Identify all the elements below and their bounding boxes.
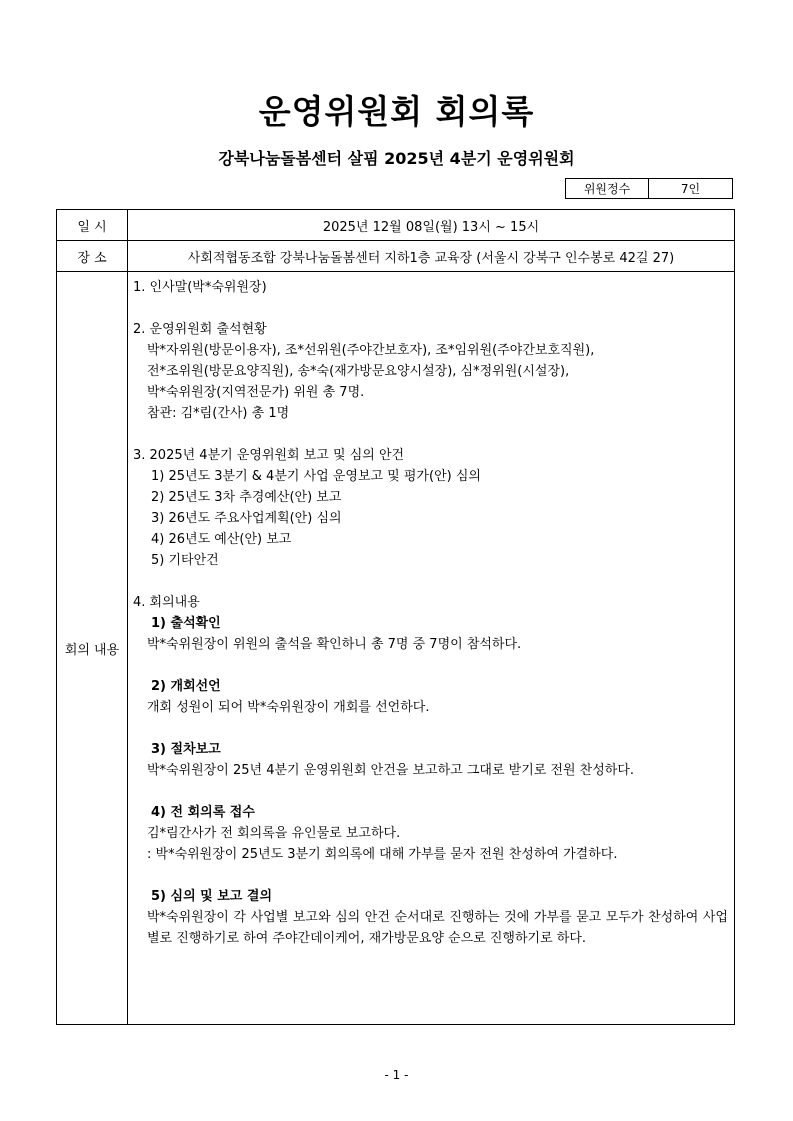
section-agenda: 3. 2025년 4분기 운영위원회 보고 및 심의 안건 <box>133 448 405 463</box>
subsection-text: 개회 성원이 되어 박*숙위원장이 개회를 선언하다. <box>147 700 430 715</box>
subsection-text: 박*숙위원장이 각 사업별 보고와 심의 안건 순서대로 진행하는 것에 가부를 묻고 모두가 찬성하여 사업별로 진행하기로 하여 주야간데이케어, 재가방문요양 순으로 진행하기로 하다. <box>147 910 728 946</box>
agenda-item: 3) 26년도 주요사업계획(안) 심의 <box>151 511 342 526</box>
agenda-item: 2) 25년도 3차 추경예산(안) 보고 <box>151 490 342 505</box>
quorum-table <box>565 178 733 199</box>
document-subtitle: 강북나눔돌봄센터 살핌 2025년 4분기 운영위원회 <box>218 149 575 168</box>
quorum-value: 7인 <box>649 179 733 199</box>
section-greeting: 1. 인사말(박*숙위원장) <box>133 280 267 295</box>
subsection-title: 2) 개회선언 <box>151 679 221 694</box>
subsection-text: 박*숙위원장이 25년 4분기 운영위원회 안건을 보고하고 그대로 받기로 전원 찬성하다. <box>147 763 635 778</box>
subsection-title: 3) 절차보고 <box>151 742 221 757</box>
subsection-title: 1) 출석확인 <box>151 616 221 631</box>
agenda-item: 1) 25년도 3분기 & 4분기 사업 운영보고 및 평가(안) 심의 <box>151 469 481 484</box>
attendance-line: 참관: 김*림(간사) 총 1명 <box>147 406 290 421</box>
subsection-title: 5) 심의 및 보고 결의 <box>151 889 272 904</box>
place-value: 사회적협동조합 강북나눔돌봄센터 지하1층 교육장 (서울시 강북구 인수봉로 42길 27) <box>128 241 735 272</box>
attendance-line: 박*숙위원장(지역전문가) 위원 총 7명. <box>147 385 365 400</box>
date-value: 2025년 12월 08일(월) 13시 ~ 15시 <box>128 210 735 241</box>
section-meeting-content: 4. 회의내용 <box>133 595 200 610</box>
subsection-text: 박*숙위원장이 위원의 출석을 확인하니 총 7명 중 7명이 참석하다. <box>147 637 522 652</box>
minutes-table <box>56 209 735 1025</box>
subsection-title: 4) 전 회의록 접수 <box>151 805 255 820</box>
page-number: - 1 - <box>384 1068 409 1082</box>
document-title: 운영위원회 회의록 <box>258 92 535 131</box>
content-cell <box>128 272 735 1025</box>
agenda-item: 5) 기타안건 <box>151 553 219 568</box>
section-attendance: 2. 운영위원회 출석현황 <box>133 322 267 337</box>
subsection-text: 김*림간사가 전 회의록을 유인물로 보고하다. <box>147 826 401 841</box>
date-label: 일 시 <box>57 210 128 241</box>
attendance-line: 박*자위원(방문이용자), 조*선위원(주야간보호자), 조*임위원(주야간보호직원), <box>147 343 595 358</box>
agenda-item: 4) 26년도 예산(안) 보고 <box>151 532 292 547</box>
content-label: 회의 내용 <box>57 272 128 1025</box>
place-label: 장 소 <box>57 241 128 272</box>
subsection-text: : 박*숙위원장이 25년도 3분기 회의록에 대해 가부를 묻자 전원 찬성하여 가결하다. <box>147 847 618 862</box>
quorum-label: 위원정수 <box>566 179 649 199</box>
attendance-line: 전*조위원(방문요양직원), 송*숙(재가방문요양시설장), 심*정위원(시설장), <box>147 364 570 379</box>
